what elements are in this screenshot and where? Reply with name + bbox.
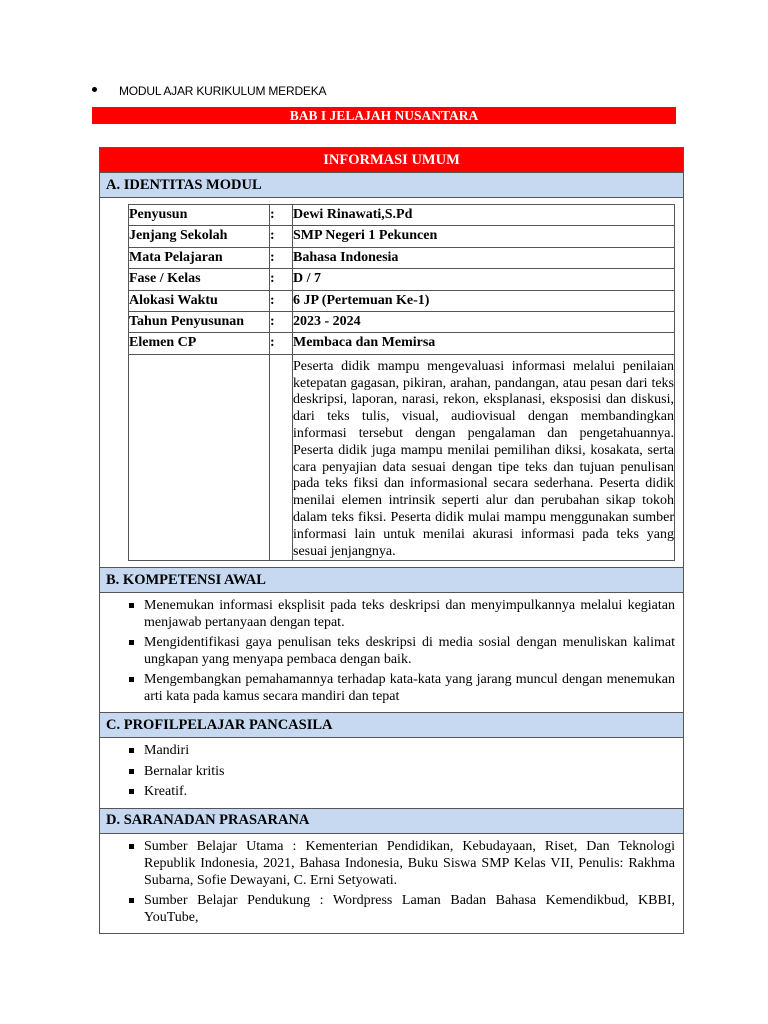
identity-colon: : [270,247,293,268]
identity-label: Jenjang Sekolah [129,226,270,247]
profil-cell [100,738,684,809]
module-label [92,84,326,98]
section-c-heading: C. PROFILPELAJAR PANCASILA [100,713,684,738]
identity-cell [100,198,684,568]
identity-label: Alokasi Waktu [129,290,270,311]
sarana-list [100,834,683,933]
identity-value: SMP Negeri 1 Pekuncen [293,226,675,247]
chapter-title: BAB I JELAJAH NUSANTARA [92,107,676,124]
list-item: Sumber Belajar Pendukung : Wordpress Laman Badan Bahasa Kemendikbud, KBBI, YouTube, [144,892,675,925]
section-d-heading: D. SARANADAN PRASARANA [100,808,684,833]
section-b-heading: B. KOMPETENSI AWAL [100,568,684,593]
kompetensi-list [100,593,683,712]
list-item: Mandiri [144,742,675,760]
identity-label: Tahun Penyusunan [129,312,270,333]
identity-list [128,204,675,561]
identity-value: D / 7 [293,269,675,290]
cp-description: Peserta didik mampu mengevaluasi informasi melalui penilaian ketepatan gagasan, pikiran, arahan, pandangan, atau pesan dari teks deskripsi, laporan, narasi, rekon, eksplanasi, eksposisi dan diskusi, dari teks tulis, visual, audiovisual dengan membandingkan informasi tersebut dengan pengalaman dan pengetahuannya. Peserta didik juga mampu menilai pemilihan diksi, kosakata, serta cara penyajian data sesuai dengan tipe teks dan tujuan penulisan pada teks fiksi dan informasional secara sederhana. Peserta didik menilai elemen intrinsik seperti alur dan perubahan sikap tokoh dalam teks fiksi. Peserta didik mulai mampu menggunakan sumber informasi lain untuk menilai akurasi informasi pada teks yang sesuai jenjangnya. [293,358,674,559]
section-a-heading: A. IDENTITAS MODUL [100,173,684,198]
identity-value: Membaca dan Memirsa [293,333,675,354]
identity-value: 2023 - 2024 [293,312,675,333]
identity-label: Penyusun [129,205,270,226]
identity-label: Fase / Kelas [129,269,270,290]
identity-colon: : [270,290,293,311]
identity-colon: : [270,333,293,354]
kompetensi-cell [100,593,684,713]
identity-row [129,205,675,226]
identity-value: Bahasa Indonesia [293,247,675,268]
list-item: Bernalar kritis [144,763,675,781]
info-title: INFORMASI UMUM [100,148,684,173]
list-item: Menemukan informasi eksplisit pada teks deskripsi dan menyimpulkannya melalui kegiatan menjawab pertanyaan dengan tepat. [144,598,675,631]
identity-colon: : [270,226,293,247]
identity-colon: : [270,269,293,290]
identity-row [129,354,675,561]
identity-value: 6 JP (Pertemuan Ke-1) [293,290,675,311]
list-item: Sumber Belajar Utama : Kementerian Pendidikan, Kebudayaan, Riset, Dan Teknologi Republik Indonesia, 2021, Bahasa Indonesia, Buku Siswa SMP Kelas VII, Penulis: Rakhma Subarna, Sofie Dewayani, C. Erni Setyowati. [144,838,675,888]
identity-label: Mata Pelajaran [129,247,270,268]
info-table [99,147,684,934]
identity-colon: : [270,205,293,226]
list-item: Mengidentifikasi gaya penulisan teks deskripsi di media sosial dengan menuliskan kalimat ungkapan yang menyapa pembaca dengan baik. [144,635,675,668]
identity-row [129,269,675,290]
identity-row [129,247,675,268]
list-item: Kreatif. [144,783,675,801]
identity-row [129,312,675,333]
identity-colon: : [270,312,293,333]
identity-row [129,226,675,247]
identity-row [129,333,675,354]
identity-value: Dewi Rinawati,S.Pd [293,205,675,226]
identity-row [129,290,675,311]
profil-list [100,738,683,808]
bullet-icon [92,87,97,92]
sarana-cell [100,833,684,933]
module-label-text: MODUL AJAR KURIKULUM MERDEKA [119,84,327,98]
identity-label: Elemen CP [129,333,270,354]
list-item: Mengembangkan pemahamannya terhadap kata-kata yang jarang muncul dengan menemukan arti kata pada kamus secara mandiri dan tepat [144,672,675,705]
